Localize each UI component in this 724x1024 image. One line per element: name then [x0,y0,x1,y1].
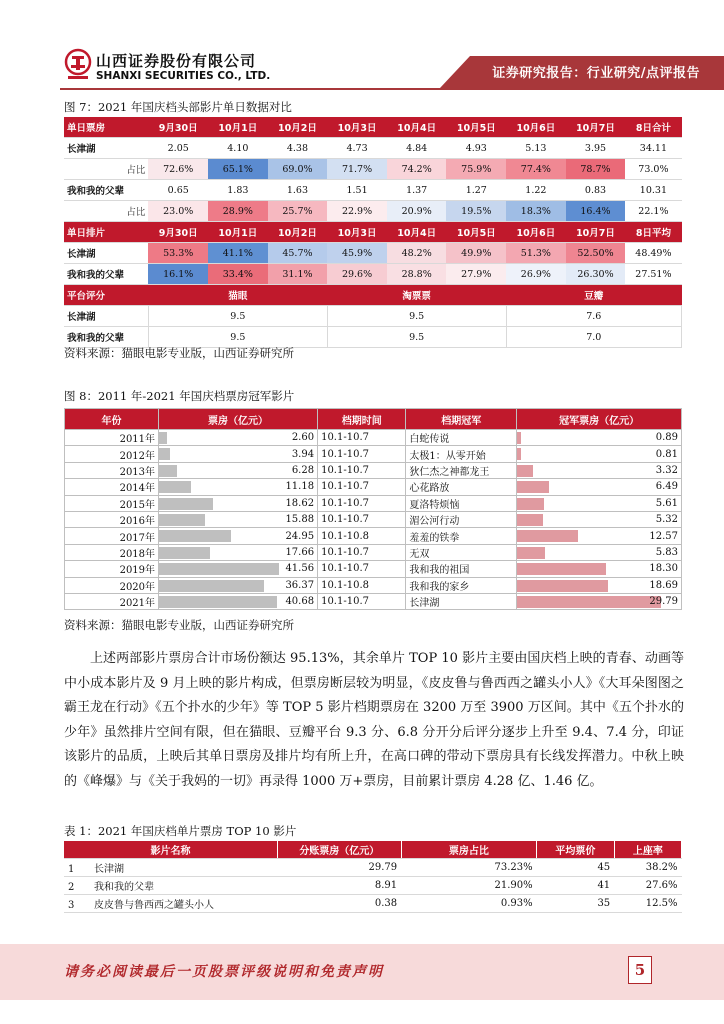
fig8-year: 2021年 [65,593,159,609]
fig7-header-cell: 8日合计 [625,117,681,138]
fig7-cell: 45.7% [268,243,328,264]
fig8-year: 2017年 [65,528,159,544]
fig7-caption: 图 7：2021 年国庆档头部影片单日数据对比 [64,100,292,114]
fig8-champ-box-cell [517,593,682,609]
fig7-cell: 78.7% [566,159,626,180]
fig7-row-label: 占比 [64,159,148,180]
fig8-champion: 长津湖 [406,593,517,609]
fig7-cell: 53.3% [148,243,208,264]
fig7-cell: 72.6% [148,159,208,180]
fig7-cell: 19.5% [446,201,506,222]
fig7-row-label: 长津湖 [64,138,148,159]
fig8-row [65,446,682,462]
fig7-cell: 29.6% [327,264,387,285]
fig8-champion: 我和我的家乡 [406,577,517,593]
fig8-champ-value: 5.83 [655,546,678,558]
fig8-champion: 无双 [406,544,517,560]
table1-name-cell [64,895,277,913]
fig7-row [64,159,682,180]
fig8-box-value: 15.88 [285,514,315,526]
fig7-cell: 52.50% [566,243,626,264]
fig7-header-cell: 10月3日 [327,117,387,138]
fig8-header-cell: 冠军票房（亿元） [517,409,682,430]
company-name-cn: 山西证券股份有限公司 [96,52,257,70]
fig7-cell: 31.1% [268,264,328,285]
fig7-score-header-cell: 猫眼 [148,285,327,306]
fig7-score-row [64,306,682,327]
fig7-source: 资料来源：猫眼电影专业版，山西证券研究所 [64,346,294,360]
header-rule [60,88,724,90]
fig7-row-label: 长津湖 [64,306,148,327]
fig7-cell: 1.63 [268,180,328,201]
fig7-cell: 1.22 [506,180,566,201]
fig8-champ-value: 18.69 [649,579,678,591]
fig8-row [65,511,682,527]
fig7-cell: 25.7% [268,201,328,222]
fig8-period: 10.1-10.7 [318,544,406,560]
fig8-champion: 太极1：从零开始 [406,446,517,462]
fig8-period: 10.1-10.7 [318,446,406,462]
table1-header-cell: 影片名称 [64,841,277,859]
fig7-header-cell: 10月6日 [506,222,566,243]
fig7-cell: 4.10 [208,138,268,159]
table1-share: 0.93% [401,895,537,913]
fig8-header-row [65,409,682,430]
fig7-cell: 33.4% [208,264,268,285]
table1-price: 45 [537,859,615,877]
fig7-cell: 26.30% [566,264,626,285]
fig8-period: 10.1-10.7 [318,561,406,577]
analysis-paragraph: 上述两部影片票房合计市场份额达 95.13%，其余单片 TOP 10 影片主要由国庆档上映的青春、动画等中小成本影片及 9 月上映的影片构成，但票房断层较为明显，《皮皮鲁与鲁西西之罐头小人》《大耳朵图图之霸王龙在行动》《五个扑水的少年》等 TOP 5 影片档期票房在 3200 万至 3900 万区间。其中《五个扑水的少年》虽然排片空间有限，但在猫眼、豆瓣平台 9.3 分、6.8 分开分后评分逐步上升至 9.4、7.4 分，印证该影片的品质，上映后其单日票房及排片均有所上升，在高口碑的带动下票房具有长线发挥潜力。中秋上映的《峰爆》与《关于我妈的一切》再录得 1000 万+票房，目前累计票房 4.28 亿、1.46 亿。 [64,651,684,789]
fig7-cell: 23.0% [148,201,208,222]
fig8-champ-value: 29.79 [649,596,678,608]
table1-occupancy: 38.2% [614,859,681,877]
fig8-champ-box-cell [517,495,682,511]
fig8-period: 10.1-10.7 [318,593,406,609]
fig7-header-cell: 9月30日 [148,117,208,138]
fig8-box-cell [159,593,318,609]
fig8-row [65,430,682,446]
fig7-cell: 0.65 [148,180,208,201]
fig8-champ-value: 18.30 [649,563,678,575]
footer-disclaimer: 请务必阅读最后一页股票评级说明和免责声明 [64,964,384,980]
fig7-row-label: 长津湖 [64,243,148,264]
fig7-cell: 49.9% [446,243,506,264]
fig7-cell: 16.4% [566,201,626,222]
fig8-champion: 夏洛特烦恼 [406,495,517,511]
fig8-champ-box-cell [517,430,682,446]
fig7-cell: 69.0% [268,159,328,180]
fig7-cell: 5.13 [506,138,566,159]
fig7-header-cell: 单日票房 [64,117,148,138]
table1-name-cell [64,877,277,895]
fig8-row [65,544,682,560]
fig8-champ-box-cell [517,446,682,462]
fig7-cell: 22.9% [327,201,387,222]
fig7-score-cell: 7.0 [506,327,681,348]
fig8-champion: 狄仁杰之神都龙王 [406,462,517,478]
fig8-box-cell [159,446,318,462]
fig7-row [64,243,682,264]
fig7-cell: 22.1% [625,201,681,222]
fig8-champ-value: 12.57 [649,530,678,542]
fig8-header-cell: 档期冠军 [406,409,517,430]
fig8-champ-value: 5.61 [655,497,678,509]
fig7-header-row [64,117,682,138]
fig8-header-cell: 年份 [65,409,159,430]
table1-row [64,877,682,895]
fig8-champion: 湄公河行动 [406,511,517,527]
fig7-header-cell: 8日平均 [625,222,681,243]
table1-name: 皮皮鲁与鲁西西之罐头小人 [94,900,214,911]
fig7-cell: 18.3% [506,201,566,222]
table1 [64,841,682,913]
fig8-period: 10.1-10.7 [318,430,406,446]
fig7-cell: 27.9% [446,264,506,285]
fig7-cell: 75.9% [446,159,506,180]
fig8-box-cell [159,511,318,527]
fig7-cell: 45.9% [327,243,387,264]
fig8-box-cell [159,577,318,593]
fig8-period: 10.1-10.7 [318,479,406,495]
table1-row [64,859,682,877]
fig8-box-value: 40.68 [285,596,315,608]
fig8-year: 2018年 [65,544,159,560]
fig8-box-cell [159,495,318,511]
fig8-caption: 图 8：2011 年-2021 年国庆档票房冠军影片 [64,389,295,403]
fig8-box-value: 36.37 [285,579,315,591]
fig8-champ-value: 6.49 [655,481,678,493]
fig8-champion: 心花路放 [406,479,517,495]
fig8-period: 10.1-10.7 [318,511,406,527]
fig7-score-cell: 9.5 [327,327,506,348]
fig7-cell: 20.9% [387,201,447,222]
fig8-champ-box-cell [517,479,682,495]
fig7-cell: 2.05 [148,138,208,159]
fig7-cell: 48.49% [625,243,681,264]
fig8-period: 10.1-10.8 [318,577,406,593]
fig7-row-label: 我和我的父辈 [64,180,148,201]
table1-box: 8.91 [277,877,401,895]
fig8-period: 10.1-10.8 [318,528,406,544]
table1-rank: 1 [68,864,75,875]
fig7-header-cell: 10月4日 [387,117,447,138]
fig8-period: 10.1-10.7 [318,495,406,511]
fig7-cell: 41.1% [208,243,268,264]
fig7-score-cell: 9.5 [148,306,327,327]
table1-header-cell: 平均票价 [537,841,615,859]
fig8-year: 2020年 [65,577,159,593]
table1-caption: 表 1：2021 年国庆档单片票房 TOP 10 影片 [64,824,297,838]
fig8-year: 2016年 [65,511,159,527]
fig7-header-cell: 10月2日 [268,222,328,243]
fig7-header-cell: 单日排片 [64,222,148,243]
fig7-cell: 16.1% [148,264,208,285]
fig7-cell: 48.2% [387,243,447,264]
fig7-header-cell: 10月2日 [268,117,328,138]
fig7-score-header-cell: 淘票票 [327,285,506,306]
fig8-box-cell [159,462,318,478]
fig7-header-cell: 10月7日 [566,117,626,138]
fig8-box-value: 3.94 [291,448,315,460]
fig7-header-cell: 10月7日 [566,222,626,243]
fig8-row [65,495,682,511]
fig8-box-cell [159,430,318,446]
table1-price: 35 [537,895,615,913]
fig7-cell: 1.83 [208,180,268,201]
fig8-champion: 白蛇传说 [406,430,517,446]
fig8-box-value: 24.95 [285,530,315,542]
fig8-champ-box-cell [517,577,682,593]
table1-header-cell: 分账票房（亿元） [277,841,401,859]
fig8-year: 2013年 [65,462,159,478]
fig7-header-cell: 10月3日 [327,222,387,243]
table1-box: 29.79 [277,859,401,877]
fig8-champ-box-cell [517,561,682,577]
fig7-score-cell: 9.5 [148,327,327,348]
fig7-header-cell: 10月5日 [446,117,506,138]
table1-share: 73.23% [401,859,537,877]
table1-box: 0.38 [277,895,401,913]
fig7-header-cell: 10月1日 [208,117,268,138]
header-band-slant [440,56,470,88]
fig7-header-cell: 10月6日 [506,117,566,138]
table1-row [64,895,682,913]
table1-rank: 3 [68,900,75,911]
fig8-table [64,408,682,610]
fig8-year: 2014年 [65,479,159,495]
fig7-header-row [64,222,682,243]
fig8-champ-value: 3.32 [655,464,678,476]
fig7-cell: 28.8% [387,264,447,285]
fig7-cell: 1.37 [387,180,447,201]
fig8-box-cell [159,561,318,577]
fig7-cell: 34.11 [625,138,681,159]
fig8-champ-value: 0.89 [655,432,678,444]
fig7-score-header [64,285,682,306]
fig8-box-value: 11.18 [285,481,315,493]
fig8-header-cell: 档期时间 [318,409,406,430]
table1-price: 41 [537,877,615,895]
fig7-header-cell: 10月4日 [387,222,447,243]
company-logo-mark [64,48,92,84]
fig7-cell: 10.31 [625,180,681,201]
fig7-cell: 4.93 [446,138,506,159]
fig7-score-header-cell: 平台评分 [64,285,148,306]
fig8-champ-box-cell [517,462,682,478]
fig7-cell: 51.3% [506,243,566,264]
fig8-champ-box-cell [517,544,682,560]
fig8-period: 10.1-10.7 [318,462,406,478]
fig7-header-cell: 10月1日 [208,222,268,243]
fig8-box-cell [159,544,318,560]
table1-occupancy: 12.5% [614,895,681,913]
fig7-cell: 1.51 [327,180,387,201]
fig7-cell: 77.4% [506,159,566,180]
table1-name-cell [64,859,277,877]
fig7-cell: 65.1% [208,159,268,180]
fig7-score-header-cell: 豆瓣 [506,285,681,306]
fig7-cell: 74.2% [387,159,447,180]
fig7-cell: 4.84 [387,138,447,159]
fig7-row-label: 占比 [64,201,148,222]
table1-occupancy: 27.6% [614,877,681,895]
fig7-row [64,264,682,285]
fig8-champ-value: 0.81 [655,448,678,460]
fig8-row [65,577,682,593]
fig7-header-cell: 9月30日 [148,222,208,243]
fig8-box-value: 6.28 [291,464,315,476]
fig8-champion: 羞羞的铁拳 [406,528,517,544]
table1-header-cell: 票房占比 [401,841,537,859]
table1-header-row [64,841,682,859]
fig8-box-value: 18.62 [285,497,315,509]
fig7-row [64,180,682,201]
fig8-header-cell: 票房（亿元） [159,409,318,430]
fig7-row-label: 我和我的父辈 [64,264,148,285]
fig7-cell: 27.51% [625,264,681,285]
fig7-row-label: 我和我的父辈 [64,327,148,348]
table1-share: 21.90% [401,877,537,895]
fig7-score-cell: 7.6 [506,306,681,327]
fig8-source: 资料来源：猫眼电影专业版，山西证券研究所 [64,618,294,632]
fig8-champion: 我和我的祖国 [406,561,517,577]
fig8-box-value: 41.56 [285,563,315,575]
fig8-box-cell [159,528,318,544]
fig8-year: 2019年 [65,561,159,577]
fig8-box-value: 2.60 [291,432,315,444]
fig7-cell: 26.9% [506,264,566,285]
fig8-champ-box-cell [517,528,682,544]
fig8-row [65,479,682,495]
company-name-en: SHANXI SECURITIES CO., LTD. [96,70,271,82]
fig7-cell: 3.95 [566,138,626,159]
fig8-row [65,561,682,577]
fig8-champ-value: 5.32 [655,514,678,526]
fig8-champ-box-cell [517,511,682,527]
fig7-score-cell: 9.5 [327,306,506,327]
fig7-cell: 71.7% [327,159,387,180]
fig8-box-value: 17.66 [285,546,315,558]
fig7-row [64,138,682,159]
fig8-row [65,593,682,609]
fig7-row [64,201,682,222]
table1-header-cell: 上座率 [614,841,681,859]
fig7-cell: 28.9% [208,201,268,222]
fig7-cell: 1.27 [446,180,506,201]
fig7-cell: 4.73 [327,138,387,159]
page-number: 5 [628,956,652,984]
fig8-year: 2015年 [65,495,159,511]
fig8-box-cell [159,479,318,495]
fig7-cell: 73.0% [625,159,681,180]
fig7-cell: 0.83 [566,180,626,201]
fig8-row [65,528,682,544]
fig7-cell: 4.38 [268,138,328,159]
fig8-row [65,462,682,478]
report-type: 证券研究报告：行业研究/点评报告 [492,66,700,81]
fig7-header-cell: 10月5日 [446,222,506,243]
fig8-year: 2012年 [65,446,159,462]
table1-rank: 2 [68,882,75,893]
fig8-year: 2011年 [65,430,159,446]
table1-name: 我和我的父辈 [94,882,154,893]
fig7-table [64,117,682,348]
table1-name: 长津湖 [94,864,124,875]
